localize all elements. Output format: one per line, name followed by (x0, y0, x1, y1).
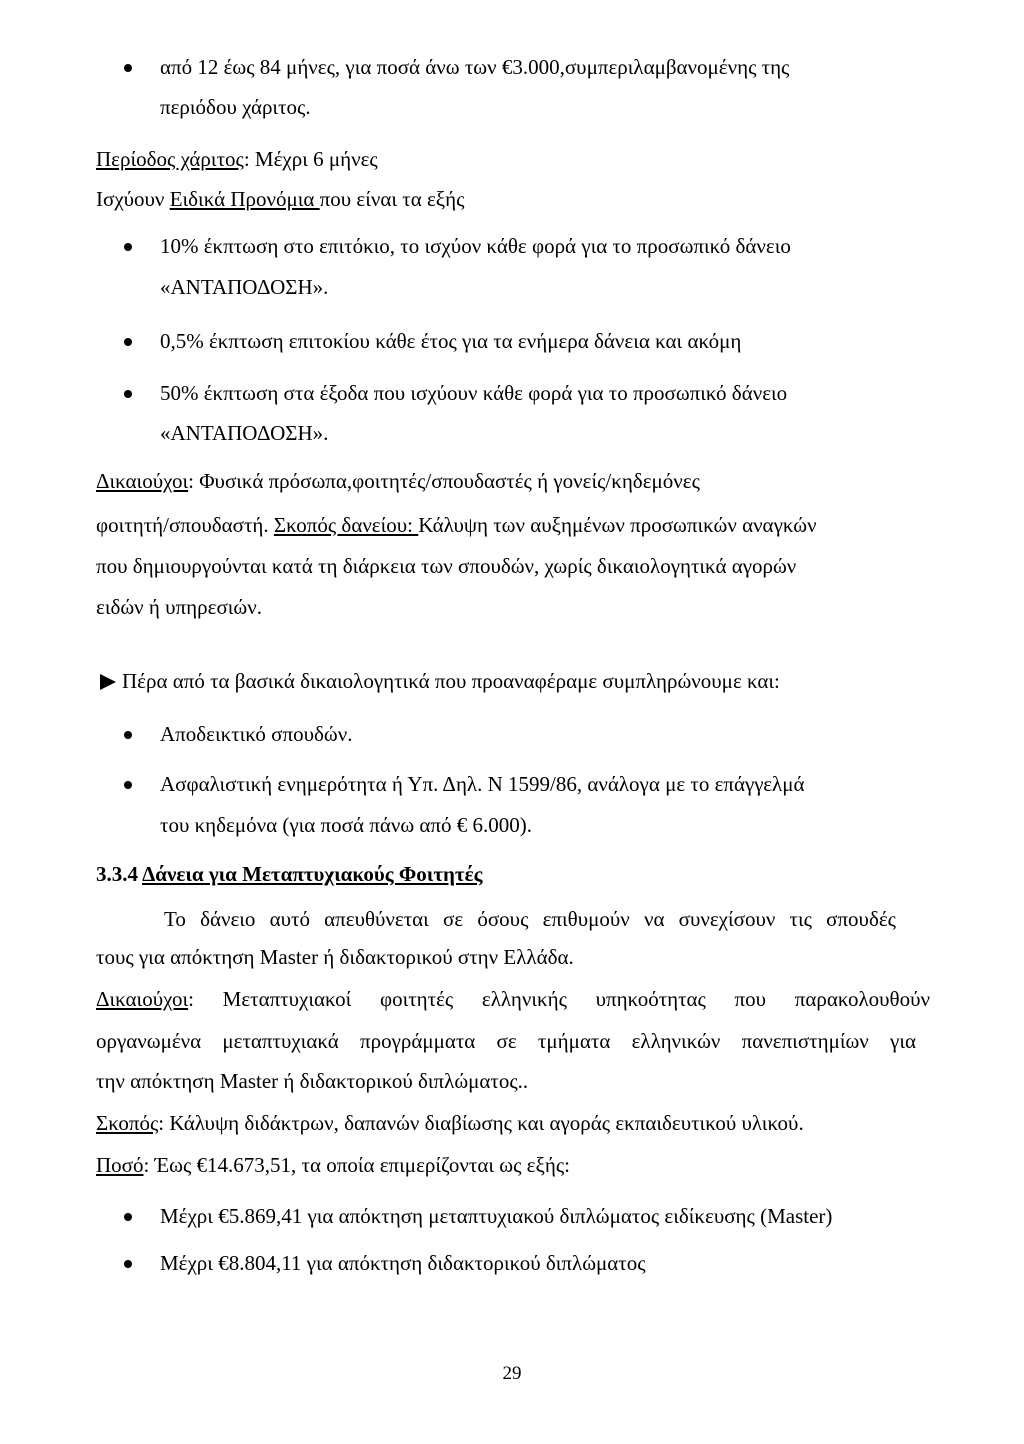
pg-purpose-label: Σκοπός (96, 1111, 159, 1135)
bullet-dot (124, 243, 132, 251)
section-intro-cont: τους για απόκτηση Master ή διδακτορικού στην Ελλάδα. (96, 945, 574, 969)
repayment-period-line: από 12 έως 84 μήνες, για ποσά άνω των €3.000,συμπεριλαμβανομένης της (160, 55, 790, 79)
bullet-dot (124, 390, 132, 398)
pg-amount-text: : Έως €14.673,51, τα οποία επιμερίζονται ως εξής: (143, 1153, 570, 1177)
grace-period-value: : Μέχρι 6 μήνες (243, 147, 378, 171)
pg-purpose-text: : Κάλυψη διδάκτρων, δαπανών διαβίωσης και αγοράς εκπαιδευτικού υλικού. (158, 1111, 804, 1135)
section-number: 3.3.4 (96, 862, 138, 886)
grace-period (96, 146, 378, 172)
grace-period-label: Περίοδος χάριτος (96, 147, 244, 171)
beneficiaries-line (96, 468, 700, 494)
loan-purpose-text-end: ειδών ή υπηρεσιών. (96, 595, 262, 619)
bullet-dot (124, 64, 132, 72)
pg-beneficiaries-label: Δικαιούχοι (96, 987, 189, 1011)
privileges-line (96, 186, 464, 212)
pg-beneficiaries-line (96, 986, 930, 1012)
beneficiaries-purpose-line (96, 512, 817, 538)
privilege-item-1: 10% έκπτωση στο επιτόκιο, το ισχύον κάθε φορά για το προσωπικό δάνειο (160, 234, 791, 258)
bullet-dot (124, 1213, 132, 1221)
pointer-triangle-icon (100, 674, 116, 690)
bullet-dot (124, 338, 132, 346)
page-number: 29 (502, 1363, 522, 1384)
special-privileges-link: Ειδικά Προνόμια (169, 187, 320, 211)
documents-intro (100, 668, 780, 694)
pg-amount-line (96, 1152, 570, 1178)
loan-purpose-label: Σκοπός δανείου: (273, 513, 419, 537)
pg-beneficiaries-text-end: την απόκτηση Master ή διδακτορικού διπλώματος.. (96, 1069, 529, 1093)
document-item-1: Αποδεικτικό σπουδών. (160, 722, 353, 746)
privileges-prefix: Ισχύουν (96, 187, 170, 211)
bullet-dot (124, 731, 132, 739)
document-item-2-cont: του κηδεμόνα (για ποσά πάνω από € 6.000). (160, 813, 532, 837)
pg-beneficiaries-text-cont: οργανωμένα μεταπτυχιακά προγράμματα σε τμήματα ελληνικών πανεπιστημίων για (96, 1029, 916, 1053)
bullet-dot (124, 1260, 132, 1268)
loan-purpose-text-cont: που δημιουργούνται κατά τη διάρκεια των σπουδών, χωρίς δικαιολογητικά αγορών (96, 554, 797, 578)
pg-beneficiaries-text: : Μεταπτυχιακοί φοιτητές ελληνικής υπηκοότητας που παρακολουθούν (188, 987, 930, 1011)
privilege-item-2: 0,5% έκπτωση επιτοκίου κάθε έτος για τα ενήμερα δάνεια και ακόμη (160, 329, 742, 353)
section-heading (96, 861, 482, 887)
loan-purpose-text: Κάλυψη των αυξημένων προσωπικών αναγκών (418, 513, 817, 537)
repayment-period-line-cont: περιόδου χάριτος. (160, 95, 311, 119)
beneficiaries-text: : Φυσικά πρόσωπα,φοιτητές/σπουδαστές ή γονείς/κηδεμόνες (188, 469, 700, 493)
pg-amount-item-1: Μέχρι €5.869,41 για απόκτηση μεταπτυχιακού διπλώματος ειδίκευσης (Master) (160, 1204, 833, 1228)
document-item-2: Ασφαλιστική ενημερότητα ή Υπ. Δηλ. Ν 1599/86, ανάλογα με το επάγγελμά (160, 772, 805, 796)
pg-amount-label: Ποσό (96, 1153, 144, 1177)
privilege-item-3-cont: «ΑΝΤΑΠΟΔΟΣΗ». (160, 421, 329, 445)
privileges-suffix: που είναι τα εξής (319, 187, 465, 211)
beneficiaries-label: Δικαιούχοι (96, 469, 189, 493)
documents-intro-text: Πέρα από τα βασικά δικαιολογητικά που προαναφέραμε συμπληρώνουμε και: (122, 669, 780, 693)
bullet-dot (124, 781, 132, 789)
pg-purpose-line (96, 1110, 804, 1136)
section-intro: Το δάνειο αυτό απευθύνεται σε όσους επιθυμούν να συνεχίσουν τις σπουδές (164, 907, 896, 931)
privilege-item-3: 50% έκπτωση στα έξοδα που ισχύουν κάθε φορά για το προσωπικό δάνειο (160, 381, 788, 405)
beneficiaries-text-cont: φοιτητή/σπουδαστή. (96, 513, 274, 537)
section-title: Δάνεια για Μεταπτυχιακούς Φοιτητές (142, 862, 483, 886)
privilege-item-1-cont: «ΑΝΤΑΠΟΔΟΣΗ». (160, 275, 329, 299)
pg-amount-item-2: Μέχρι €8.804,11 για απόκτηση διδακτορικού διπλώματος (160, 1251, 646, 1275)
